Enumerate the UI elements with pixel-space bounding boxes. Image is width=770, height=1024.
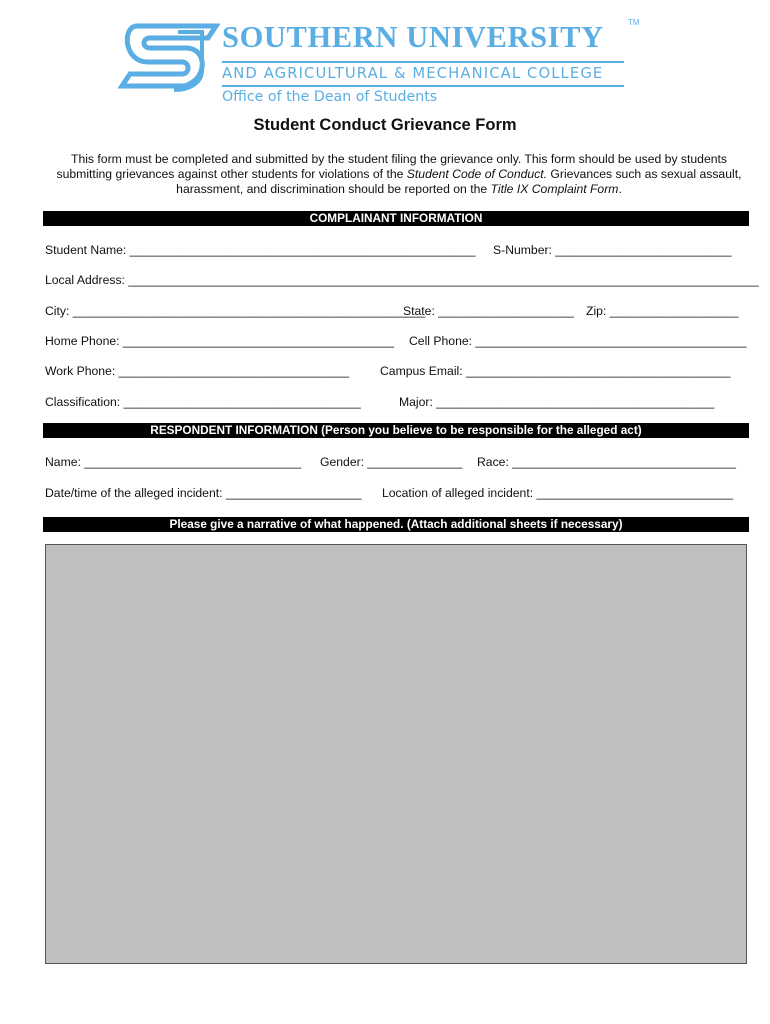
southern-university-logo-icon — [116, 18, 220, 94]
respondent-section-header: RESPONDENT INFORMATION (Person you believe to be responsible for the alleged act) — [43, 423, 749, 438]
instructions-text: This form must be completed and submitted by the student filing the grievance only. This form should be used by students submitting grievances against other students for violations of the — [56, 152, 727, 181]
work-phone-field[interactable]: Work Phone: __________________________________ — [45, 364, 350, 378]
zip-field[interactable]: Zip: ___________________ — [586, 304, 739, 318]
trademark-mark: TM — [628, 18, 640, 27]
form-title: Student Conduct Grievance Form — [253, 116, 517, 134]
form-instructions — [54, 152, 744, 197]
race-field[interactable]: Race: _________________________________ — [477, 455, 736, 469]
narrative-text-area[interactable] — [45, 544, 747, 964]
instructions-text: Grievances such as sexual assault, harassment, and discrimination should be reported on the — [176, 167, 742, 196]
classification-field[interactable]: Classification: ___________________________________ — [45, 395, 361, 409]
home-phone-field[interactable]: Home Phone: ________________________________________ — [45, 334, 395, 348]
title-ix-form-reference: Title IX Complaint Form — [490, 182, 619, 196]
city-field[interactable]: City: ____________________________________________________ — [45, 304, 426, 318]
campus-email-field[interactable]: Campus Email: _______________________________________ — [380, 364, 731, 378]
gender-field[interactable]: Gender: ______________ — [320, 455, 463, 469]
narrative-section-header: Please give a narrative of what happened. (Attach additional sheets if necessary) — [43, 517, 749, 532]
student-name-field[interactable]: Student Name: ___________________________________________________ — [45, 243, 476, 257]
respondent-name-field[interactable]: Name: ________________________________ — [45, 455, 302, 469]
incident-datetime-field[interactable]: Date/time of the alleged incident: ____________________ — [45, 486, 362, 500]
university-name: SOUTHERN UNIVERSITY — [222, 20, 604, 54]
s-number-field[interactable]: S-Number: __________________________ — [493, 243, 732, 257]
complainant-section-header: COMPLAINANT INFORMATION — [43, 211, 749, 226]
major-field[interactable]: Major: _________________________________________ — [399, 395, 715, 409]
code-of-conduct-reference: Student Code of Conduct. — [406, 167, 548, 181]
local-address-field[interactable]: Local Address: _____________________________________________________________________________________________ — [45, 273, 759, 287]
office-name: Office of the Dean of Students — [222, 89, 438, 105]
instructions-text: . — [618, 182, 622, 196]
letterhead — [116, 14, 656, 105]
cell-phone-field[interactable]: Cell Phone: ________________________________________ — [409, 334, 747, 348]
letterhead-rule — [222, 61, 624, 63]
letterhead-rule — [222, 85, 624, 87]
incident-location-field[interactable]: Location of alleged incident: _____________________________ — [382, 486, 734, 500]
state-field[interactable]: State: ____________________ — [403, 304, 574, 318]
college-name: AND AGRICULTURAL & MECHANICAL COLLEGE — [222, 65, 604, 82]
